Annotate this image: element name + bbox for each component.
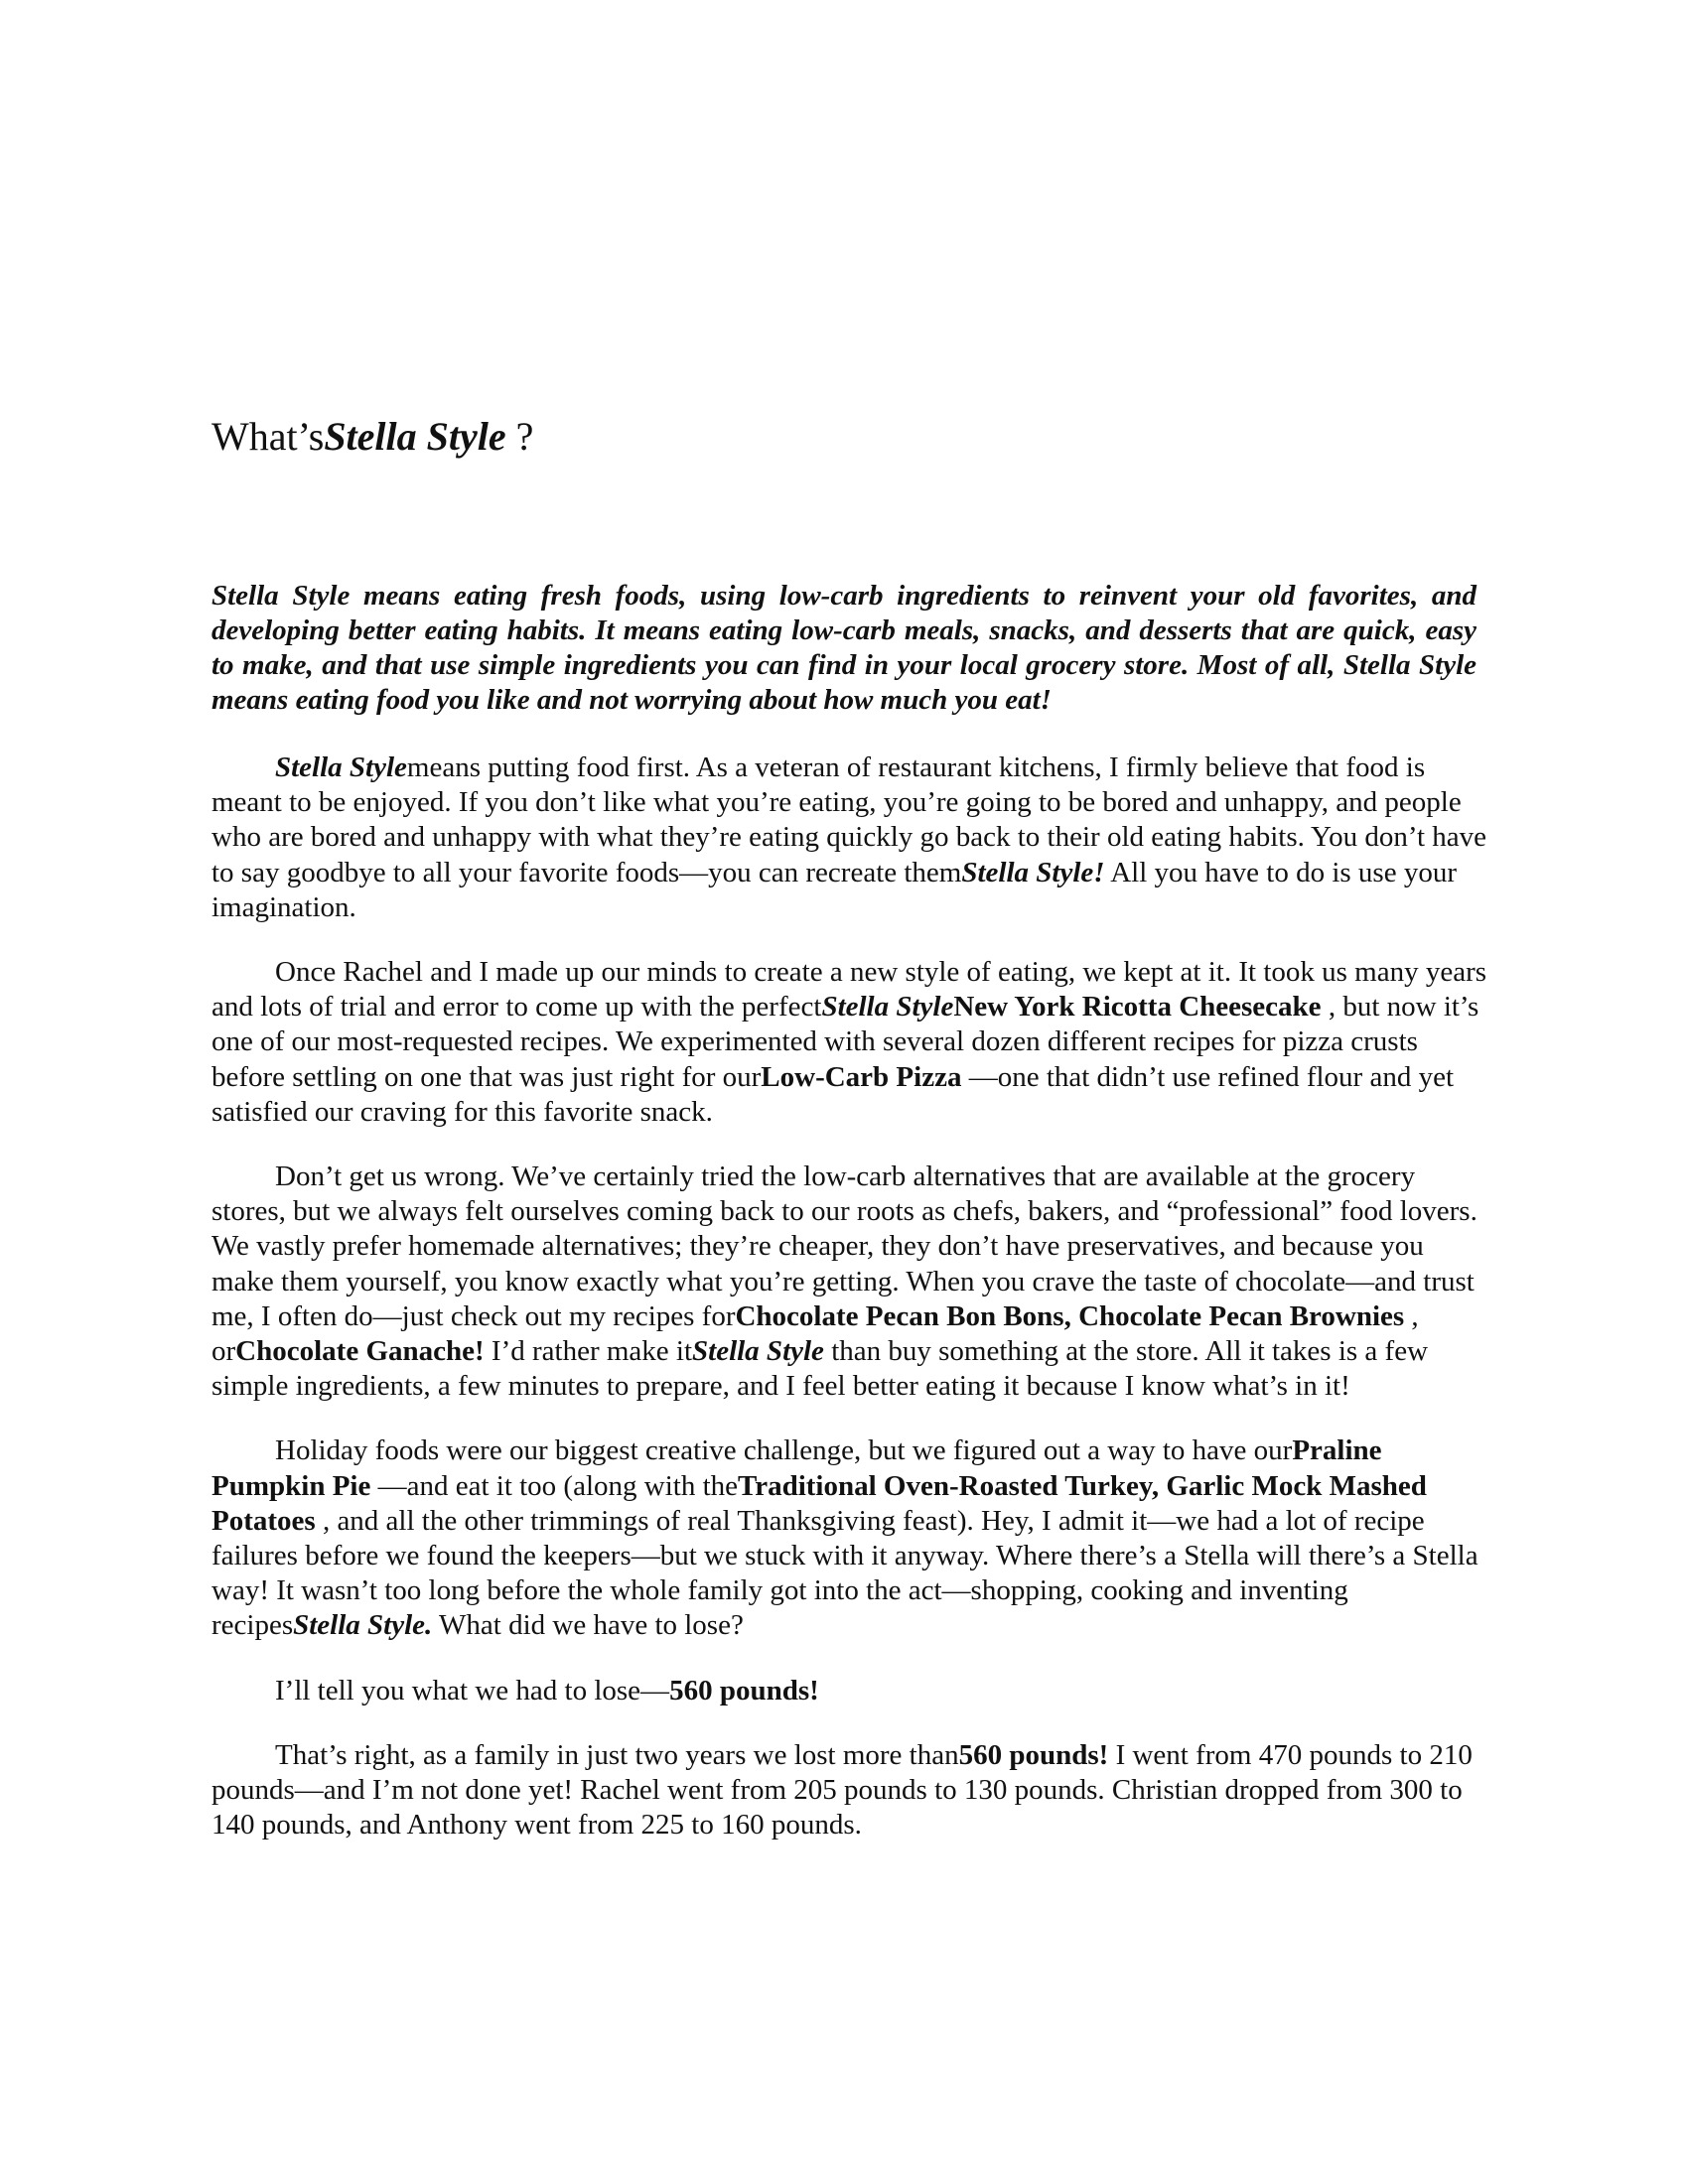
body-paragraph [211,1160,1487,1404]
text-run: Holiday foods were our biggest creative challenge, but we figured out a way to have our [275,1434,1293,1467]
intro-paragraph: Stella Style means eating fresh foods, using low-carb ingredients to reinvent your old favorites, and developing better eating habits. It means eating low-carb meals, snacks, and desserts that are quick, easy to make, and that use simple ingredients you can find in your local grocery store. Most of all, Stella Style means eating food you like and not worrying about how much you eat! [211,580,1477,716]
bold-text: Chocolate Ganache! [235,1335,485,1368]
text-run: I went from 470 pounds to 210 pounds—and I’m not done yet! Rachel went from 205 pounds to 130 pounds. Christian dropped from 300 to 140 pounds, and Anthony went from 225 to 160 pounds. [211,1738,1473,1842]
text-run: , but now it’s one of our most-requested recipes. We experimented with several dozen different recipes for pizza crusts before settling on one that was just right for our [211,991,1479,1093]
bold-text: Praline Pumpkin Pie [211,1434,1382,1502]
text-run: What did we have to lose? [432,1609,744,1642]
bold-text: New York Ricotta Cheesecake [953,991,1322,1024]
text-run: —and eat it too (along with the [370,1469,739,1502]
bold-text: 560 pounds! [958,1738,1109,1771]
bold-text: Traditional Oven-Roasted Turkey, Garlic Mock Mashed Potatoes [211,1469,1427,1537]
body-paragraph [211,751,1487,925]
bold-text: Low-Carb Pizza [761,1060,962,1093]
text-run: than buy something at the store. All it takes is a few simple ingredients, a few minutes to prepare, and I feel better eating it because I know what’s in it! [211,1335,1429,1403]
body-text [211,751,1487,1872]
emphasis-text: Stella Style. [293,1609,433,1642]
emphasis-text: Stella Style [821,991,954,1024]
title-prefix: What’s [211,414,325,459]
bold-text: Chocolate Pecan Bon Bons, Chocolate Pecan Brownies [735,1299,1405,1332]
text-run: —one that didn’t use refined flour and yet satisfied our craving for this favorite snack. [211,1060,1455,1128]
text-run: That’s right, as a family in just two years we lost more than [275,1738,959,1771]
body-paragraph [211,1433,1487,1643]
emphasis-text: Stella Style [692,1335,824,1368]
emphasis-text: Stella Style! [961,856,1105,888]
text-run: Don’t get us wrong. We’ve certainly tried the low-carb alternatives that are available at the grocery stores, but we always felt ourselves coming back to our roots as chefs, bakers, and “professional” food lovers. We vastly prefer homemade alternatives; they’re cheaper, they don’t have preservatives, and because you make them yourself, you know exactly what you’re getting. When you crave the taste of chocolate—and trust me, I often do—just check out my recipes for [211,1160,1477,1332]
title-suffix: ? [505,414,534,459]
bold-text: 560 pounds! [669,1674,819,1706]
body-paragraph [211,955,1487,1130]
body-paragraph [211,1674,1487,1708]
text-run: , and all the other trimmings of real Thanksgiving feast). Hey, I admit it—we had a lot of recipe failures before we found the keepers—but we stuck with it anyway. Where there’s a Stella will there’s a Stella way! It wasn’t too long before the whole family got into the act—shopping, cooking and inventing recipes [211,1504,1478,1642]
body-paragraph [211,1738,1487,1843]
page-title [211,411,533,463]
emphasis-text: Stella Style [275,751,407,783]
text-run: means putting food first. As a veteran of restaurant kitchens, I firmly believe that food is meant to be enjoyed. If you don’t like what you’re eating, you’re going to be bored and unhappy, and people who are bored and unhappy with what they’re eating quickly go back to their old eating habits. You don’t have to say goodbye to all your favorite foods—you can recreate them [211,751,1487,888]
text-run: I’d rather make it [484,1335,693,1368]
text-run: , or [211,1299,1419,1368]
title-emphasis: Stella Style [324,414,506,459]
text-run: All you have to do is use your imagination. [211,856,1457,923]
text-run: Once Rachel and I made up our minds to create a new style of eating, we kept at it. It took us many years and lots of trial and error to come up with the perfect [211,956,1487,1024]
text-run: I’ll tell you what we had to lose— [275,1674,670,1706]
